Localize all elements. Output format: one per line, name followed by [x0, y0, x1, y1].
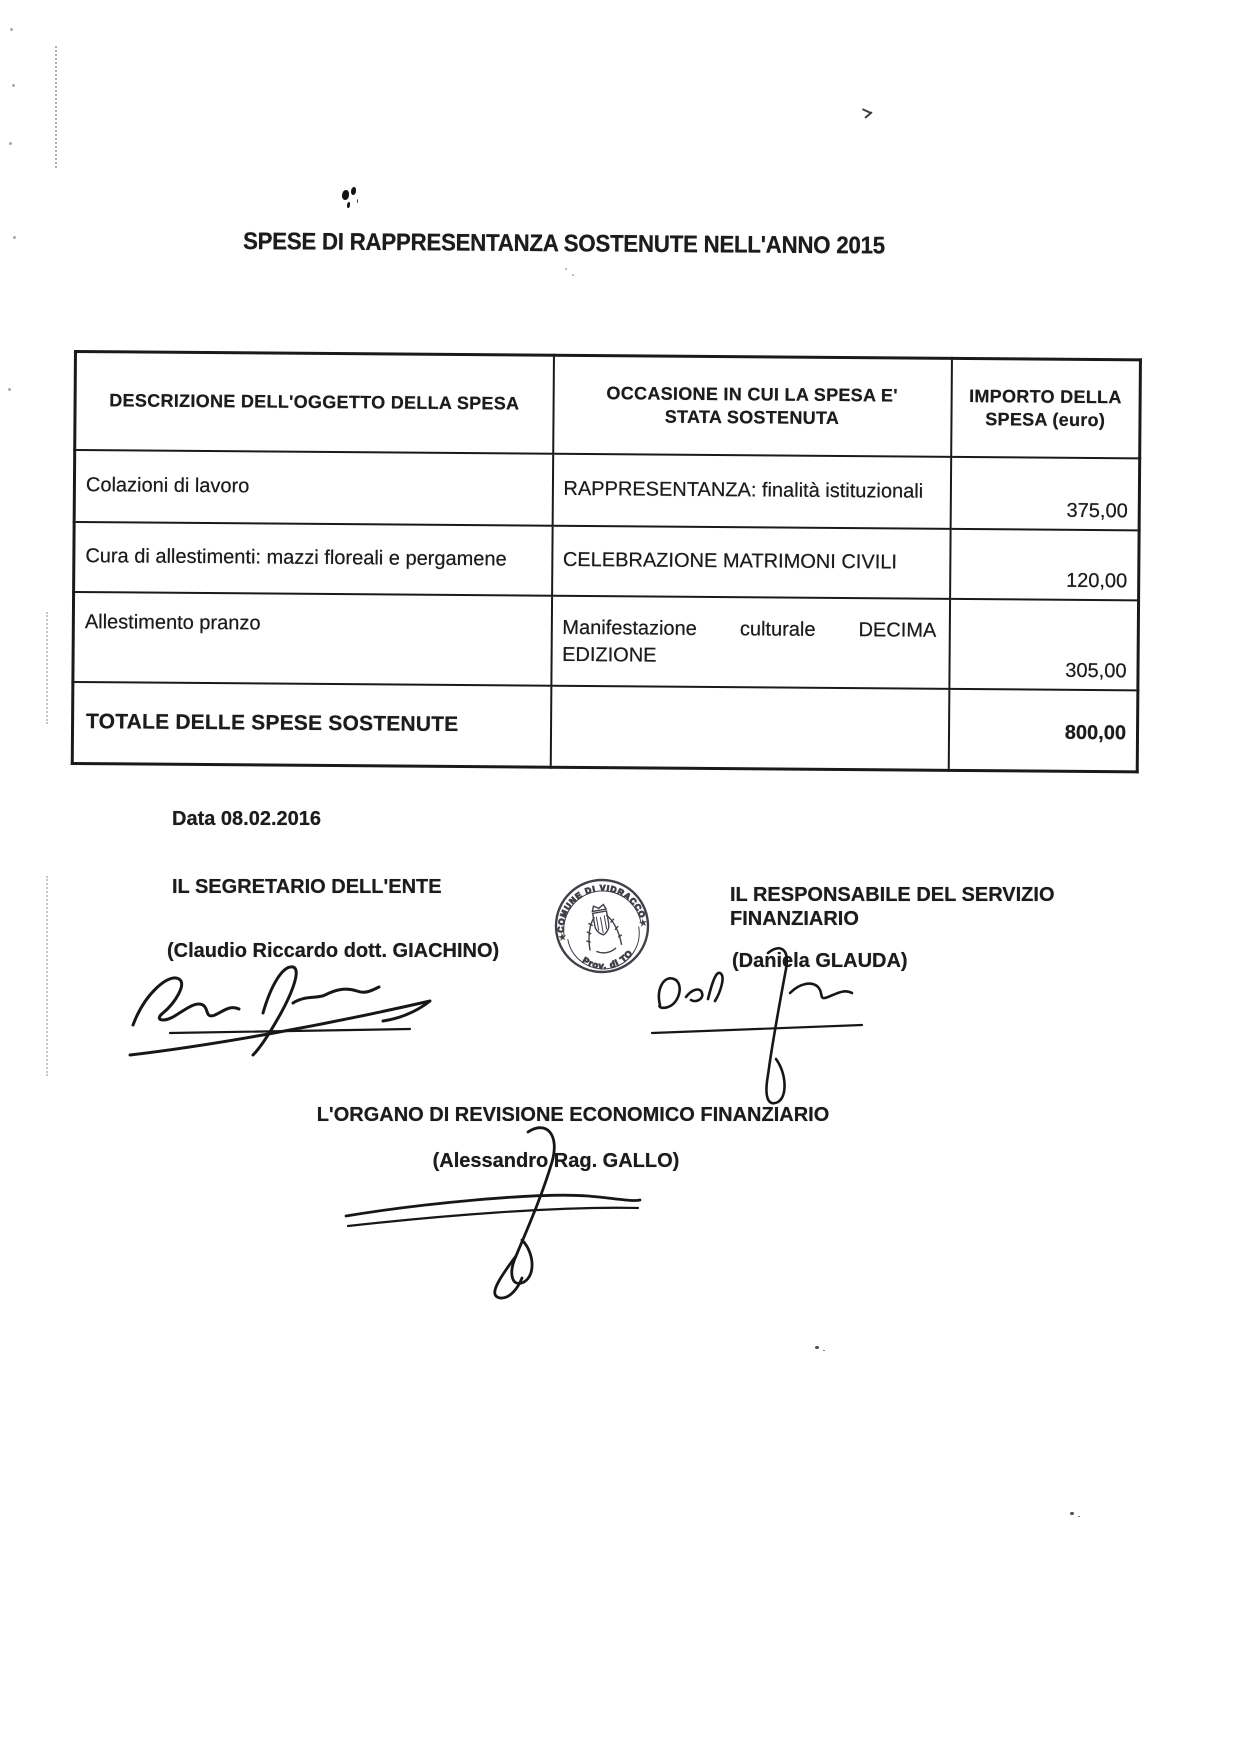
stamp-star-icon: ★: [557, 931, 568, 943]
secretary-role-label: IL SEGRETARIO DELL'ENTE: [172, 876, 442, 898]
scan-artifact: [815, 1346, 819, 1349]
cell-amount: 305,00: [949, 598, 1139, 689]
cell-amount: 375,00: [950, 456, 1140, 529]
stamp-coat-of-arms: [581, 902, 625, 956]
scan-artifact: [8, 388, 11, 391]
table-row: [74, 522, 1140, 600]
scan-artifact: [864, 111, 872, 118]
secretary-name: (Claudio Riccardo dott. GIACHINO): [167, 940, 500, 962]
stamp-top-text: COMUNE DI VIDRACCO: [555, 882, 648, 933]
scan-artifact: [46, 612, 48, 724]
date-line: Data 08.02.2016: [172, 808, 322, 830]
table-header-row: [75, 352, 1141, 458]
municipal-stamp: [549, 873, 655, 979]
total-amount: 800,00: [948, 688, 1138, 771]
header-occasion: OCCASIONE IN CUI LA SPESA E' STATA SOSTENUTA: [553, 355, 952, 456]
auditor-role-label: L'ORGANO DI REVISIONE ECONOMICO FINANZIARIO: [316, 1104, 830, 1126]
finance-role-label: IL RESPONSABILE DEL SERVIZIO FINANZIARIO: [730, 884, 1055, 931]
scan-artifact: [565, 268, 567, 270]
page-title: SPESE DI RAPPRESENTANZA SOSTENUTE NELL'ANNO 2015: [242, 228, 885, 260]
total-label: TOTALE DELLE SPESE SOSTENUTE: [72, 682, 551, 768]
scan-artifact: [55, 46, 57, 168]
stamp-bottom-text: Prov. di TO: [580, 947, 635, 971]
cell-description: Allestimento pranzo: [73, 592, 552, 686]
cell-occasion: Manifestazione culturale DECIMA EDIZIONE: [551, 595, 950, 688]
ink-smudge-artifact: [342, 190, 349, 200]
auditor-name: (Alessandro Rag. GALLO): [432, 1150, 680, 1172]
scan-artifact: [1070, 1512, 1074, 1515]
scan-artifact: [9, 142, 12, 145]
cell-amount: 120,00: [950, 528, 1140, 599]
stamp-star-icon: ★: [638, 917, 648, 929]
finance-name: (Daniela GLAUDA): [732, 950, 908, 972]
table-row: [74, 450, 1140, 530]
header-description: DESCRIZIONE DELL'OGGETTO DELLA SPESA: [75, 352, 554, 454]
table-row: [73, 592, 1139, 690]
scan-artifact: [13, 236, 16, 239]
scan-artifact: [10, 28, 13, 31]
finance-signature: [650, 945, 870, 1113]
auditor-signature: [338, 1122, 650, 1307]
cell-occasion: RAPPRESENTANZA: finalità istituzionali: [552, 453, 951, 528]
cell-description: Cura di allestimenti: mazzi floreali e pergamene: [74, 522, 553, 596]
total-empty-cell: [550, 685, 949, 770]
expenses-table: [71, 350, 1142, 773]
scan-artifact: [572, 274, 574, 276]
cell-description: Colazioni di lavoro: [74, 450, 553, 526]
cell-occasion: CELEBRAZIONE MATRIMONI CIVILI: [552, 525, 951, 598]
header-amount: IMPORTO DELLA SPESA (euro): [951, 358, 1141, 457]
table-total-row: [72, 682, 1138, 772]
scan-artifact: [12, 84, 15, 87]
scan-artifact: [46, 876, 48, 1076]
secretary-signature: [125, 963, 440, 1063]
